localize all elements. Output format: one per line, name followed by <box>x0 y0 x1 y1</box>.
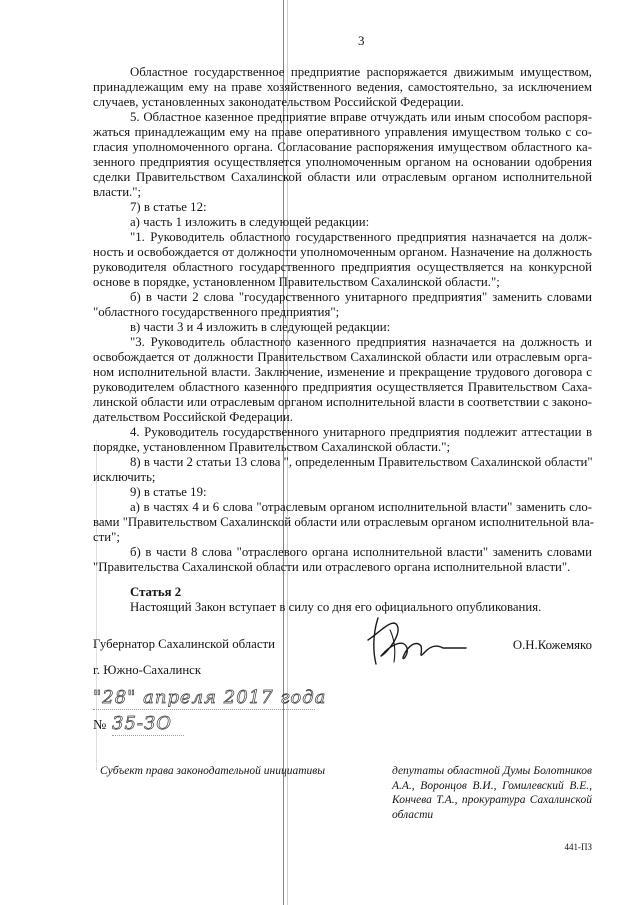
text-line: депутаты областной Думы Болотников <box>392 765 592 777</box>
text-line: власти."; <box>93 185 142 199</box>
document-code: 441-ПЗ <box>564 842 592 852</box>
paragraph <box>93 230 592 290</box>
paragraph <box>93 455 592 485</box>
text-line: А.А., Воронцов В.И., Гомилевский В.Е., <box>392 779 592 792</box>
article-text: Настоящий Закон вступает в силу со дня его официального опубликования. <box>130 600 542 614</box>
text-line: руководителя областного государственного предприятия осуществляется на конкурсной <box>93 260 592 274</box>
text-line: сти"; <box>93 530 120 544</box>
text-line: б) в части 2 слова "государственного унитарного предприятия" заменить словами <box>130 290 592 304</box>
paragraph <box>93 500 595 545</box>
text-line: исключить; <box>93 470 156 484</box>
text-line: 8) в части 2 статьи 13 слова ", определенным Правительством Сахалинской области" <box>130 455 593 469</box>
text-line: основе в порядке, установленном Правительством Сахалинской области."; <box>93 275 500 289</box>
text-line: линской области или отраслевым органом исполнительной власти в соответствии с законо- <box>93 395 592 409</box>
text-line: 4. Руководитель государственного унитарного предприятия подлежит аттестации в <box>130 425 592 439</box>
text-line: "областного государственного предприятия"; <box>93 305 340 319</box>
governor-title: Губернатор Сахалинской области <box>93 637 275 651</box>
paragraph <box>93 65 592 110</box>
text-line: 7) в статье 12: <box>130 200 207 214</box>
initiative-authors <box>392 764 592 822</box>
text-line: порядке, установленном Правительством Сахалинской области."; <box>93 440 451 454</box>
text-line: "3. Руководитель областного казенного предприятия назначается на должность и <box>130 335 592 349</box>
text-line: руководителем областного казенного предприятия осуществляется Правительством Саха- <box>93 380 592 394</box>
handwritten-signature <box>360 610 470 672</box>
text-line: ность и освобождается от должности уполномоченным органом. Назначение на должность <box>93 245 592 259</box>
page-number: 3 <box>358 33 365 48</box>
paragraph <box>93 110 592 200</box>
text-line: принадлежащим ему на праве хозяйственного ведения, самостоятельно, за исключением <box>93 80 592 94</box>
text-line: Кончева Т.А., прокуратура Сахалинской <box>392 794 592 806</box>
text-line: "1. Руководитель областного государственного предприятия назначается на долж- <box>130 230 592 244</box>
paragraph <box>93 335 592 425</box>
text-line: б) в части 8 слова "отраслевого органа исполнительной власти" заменить словами <box>130 545 592 559</box>
paragraph <box>93 200 592 215</box>
text-line: освобождается от должности Правительством Сахалинской области или отраслевым орга- <box>93 350 592 364</box>
text-line: гласия уполномоченного органа. Согласование распоряжения имуществом областного ка- <box>93 140 592 154</box>
text-line: зенного предприятия осуществляется уполномоченным органом на основании одобрения <box>93 155 592 169</box>
text-line: 5. Областное казенное предприятие вправе отчуждать или иным способом распоря- <box>130 110 592 124</box>
text-line: а) часть 1 изложить в следующей редакции: <box>130 215 370 229</box>
text-line: области <box>392 808 434 821</box>
law-number-label: № <box>93 718 107 733</box>
paragraph <box>93 485 592 500</box>
text-line: а) в частях 4 и 6 слова "отраслевым органом исполнительной власти" заменить сло- <box>130 500 592 514</box>
paragraph <box>93 215 592 230</box>
text-line: вами "Правительством Сахалинской области или отраслевым органом исполнительной вла- <box>93 515 595 529</box>
paragraph <box>93 320 592 335</box>
text-line: "Правительства Сахалинской области или отраслевого органа исполнительной власти". <box>93 560 571 574</box>
initiative-label: Субъект права законодательной инициативы <box>100 765 326 777</box>
text-line: дательством Российской Федерации. <box>93 410 293 424</box>
city-name: г. Южно-Сахалинск <box>93 663 202 677</box>
governor-name: О.Н.Кожемяко <box>512 638 592 652</box>
text-line: 9) в статье 19: <box>130 485 207 499</box>
paragraph <box>93 545 592 575</box>
text-line: случаев, установленных законодательством Российской Федерации. <box>93 95 464 109</box>
handwritten-date: "28" апреля 2017 года <box>93 687 327 708</box>
article-heading: Статья 2 <box>130 585 182 599</box>
law-amendments-text <box>93 65 595 575</box>
text-line: сделки Правительством Сахалинской области или отраслевым органом исполнительной <box>93 170 592 184</box>
text-line: в) части 3 и 4 изложить в следующей редакции: <box>130 320 391 334</box>
paragraph <box>93 290 592 320</box>
text-line: жаться принадлежащим ему на праве оперативного управления имуществом только с со- <box>93 125 592 139</box>
handwritten-law-number: 35-ЗО <box>112 713 184 736</box>
paragraph <box>93 425 592 455</box>
text-line: Областное государственное предприятие распоряжается движимым имуществом, <box>130 65 592 79</box>
text-line: ном исполнительной власти. Заключение, изменение и прекращение трудового договора с <box>93 365 592 379</box>
